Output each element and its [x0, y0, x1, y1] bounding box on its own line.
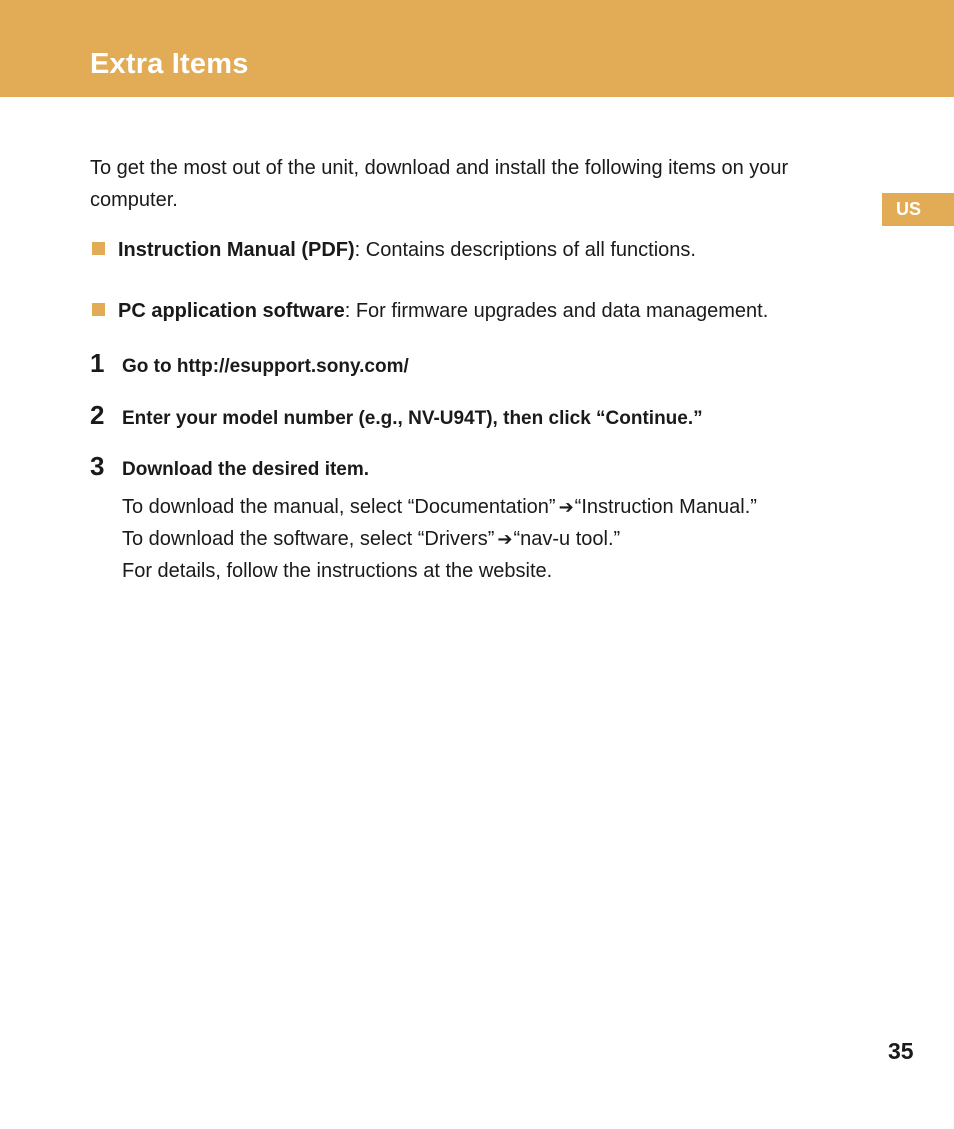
arrow-right-icon: ➔	[497, 529, 513, 549]
bullet-description: : Contains descriptions of all functions.	[354, 239, 696, 261]
page-number: 35	[888, 1038, 914, 1064]
step-number: 2	[90, 400, 105, 430]
step-3-detail-software	[122, 523, 620, 555]
step-3-detail-website: For details, follow the instructions at the website.	[122, 560, 553, 582]
step-1	[90, 348, 409, 379]
detail-text: “Instruction Manual.”	[574, 496, 757, 518]
step-2	[90, 400, 703, 431]
intro-paragraph: To get the most out of the unit, download and install the following items on your computer.	[90, 157, 789, 211]
step-text: Enter your model number (e.g., NV-U94T), then click “Continue.”	[122, 408, 703, 429]
header-band	[0, 0, 954, 97]
square-bullet-icon	[92, 242, 105, 255]
step-number: 3	[90, 451, 105, 481]
detail-text: To download the manual, select “Documentation”	[122, 496, 556, 518]
bullet-term: PC application software	[118, 300, 345, 322]
bullet-description: : For firmware upgrades and data management.	[344, 300, 769, 322]
bullet-item-instruction-manual	[92, 236, 696, 264]
page-title: Extra Items	[90, 48, 249, 80]
bullet-term: Instruction Manual (PDF)	[118, 239, 355, 261]
bullet-item-pc-software	[92, 297, 768, 325]
detail-text: To download the software, select “Drivers”	[122, 528, 495, 550]
detail-text: “nav-u tool.”	[513, 528, 621, 550]
language-tab: US	[882, 193, 954, 226]
step-3	[90, 451, 369, 482]
step-number: 1	[90, 348, 105, 378]
step-text: Download the desired item.	[122, 459, 370, 480]
step-text: Go to http://esupport.sony.com/	[122, 356, 409, 377]
square-bullet-icon	[92, 303, 105, 316]
step-3-detail-manual	[122, 491, 757, 523]
arrow-right-icon: ➔	[558, 497, 574, 517]
